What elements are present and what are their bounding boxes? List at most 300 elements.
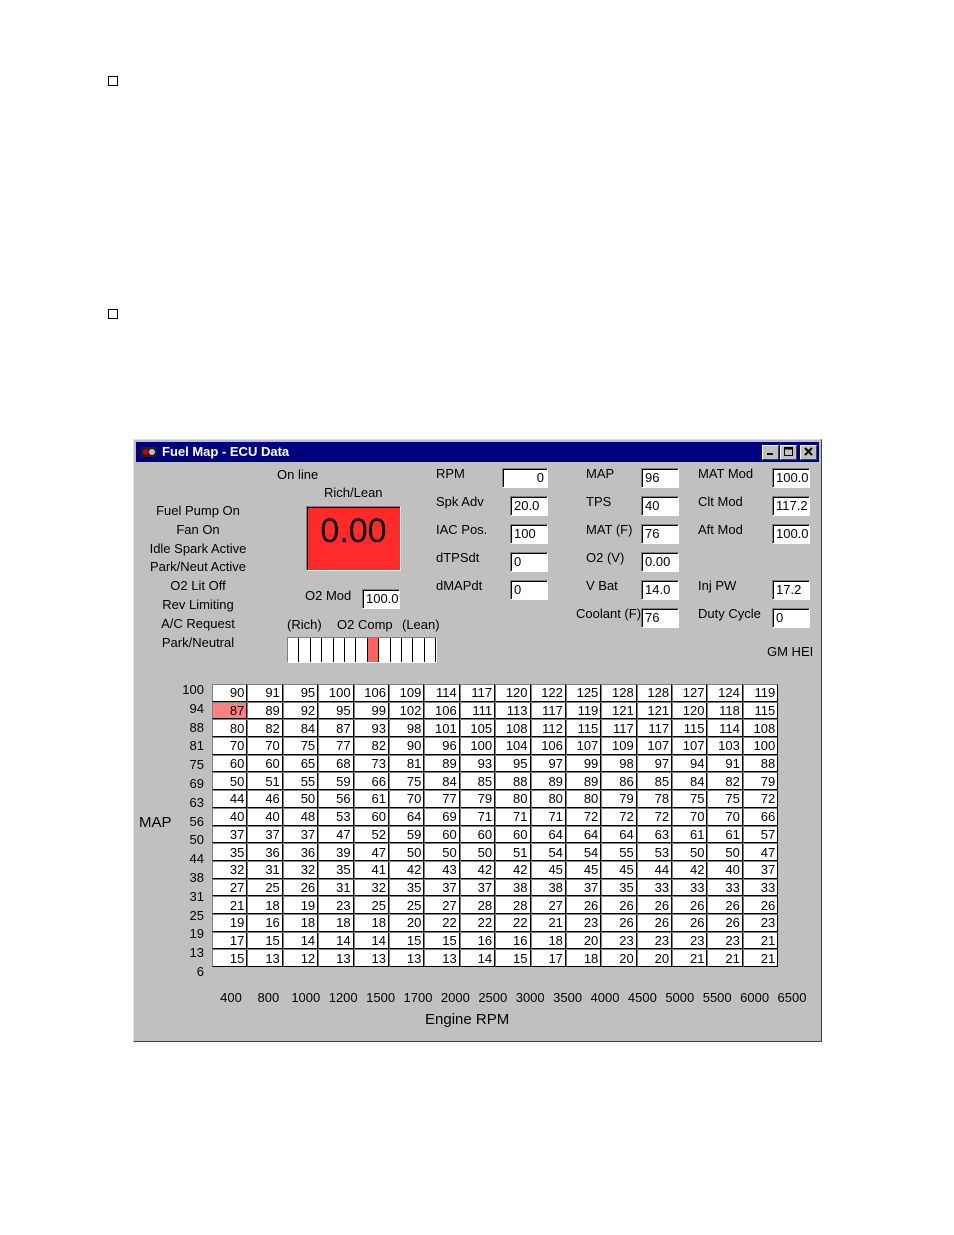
fuel-cell[interactable]: 36 <box>283 843 318 861</box>
fuel-cell[interactable]: 26 <box>637 914 672 932</box>
fuel-cell[interactable]: 13 <box>318 949 353 967</box>
fuel-cell[interactable]: 112 <box>531 719 566 737</box>
fuel-cell[interactable]: 16 <box>495 932 530 950</box>
readout-value-field[interactable]: 0 <box>510 552 548 572</box>
fuel-cell[interactable]: 42 <box>460 861 495 879</box>
rpm-column-label: 2500 <box>478 990 508 1005</box>
fuel-cell[interactable]: 18 <box>283 914 318 932</box>
o2-comp-segment <box>334 638 345 662</box>
fuel-cell[interactable]: 61 <box>672 826 707 844</box>
fuel-cell[interactable]: 32 <box>354 879 389 897</box>
fuel-cell[interactable]: 28 <box>495 896 530 914</box>
fuel-cell[interactable]: 117 <box>637 719 672 737</box>
close-button[interactable] <box>800 445 817 460</box>
fuel-cell[interactable]: 95 <box>495 755 530 773</box>
fuel-cell[interactable]: 50 <box>424 843 459 861</box>
fuel-cell[interactable]: 31 <box>247 861 282 879</box>
fuel-cell[interactable]: 65 <box>283 755 318 773</box>
readout-label: Spk Adv <box>436 494 484 509</box>
fuel-cell[interactable]: 23 <box>707 932 742 950</box>
fuel-cell[interactable]: 13 <box>424 949 459 967</box>
fuel-cell[interactable]: 53 <box>318 808 353 826</box>
readout-value-field[interactable]: 0 <box>772 608 810 628</box>
readout-value-field[interactable]: 40 <box>641 496 679 516</box>
fuel-cell[interactable]: 47 <box>354 843 389 861</box>
fuel-cell[interactable]: 37 <box>212 826 247 844</box>
readout-value-field[interactable]: 17.2 <box>772 580 810 600</box>
fuel-cell[interactable]: 16 <box>460 932 495 950</box>
fuel-cell[interactable]: 44 <box>637 861 672 879</box>
fuel-cell[interactable]: 117 <box>601 719 636 737</box>
fuel-cell[interactable]: 84 <box>424 772 459 790</box>
fuel-cell[interactable]: 119 <box>743 684 778 702</box>
fuel-cell[interactable]: 26 <box>672 896 707 914</box>
fuel-cell[interactable]: 96 <box>424 737 459 755</box>
fuel-cell[interactable]: 106 <box>354 684 389 702</box>
fuel-cell[interactable]: 35 <box>212 843 247 861</box>
fuel-cell[interactable]: 37 <box>566 879 601 897</box>
table-row <box>212 879 778 897</box>
o2-comp-lean-label: (Lean) <box>402 617 440 632</box>
fuel-cell[interactable]: 41 <box>354 861 389 879</box>
fuel-cell[interactable]: 121 <box>637 702 672 720</box>
fuel-cell[interactable]: 27 <box>531 896 566 914</box>
fuel-cell[interactable]: 26 <box>672 914 707 932</box>
fuel-cell[interactable]: 79 <box>743 772 778 790</box>
fuel-cell[interactable]: 121 <box>601 702 636 720</box>
fuel-cell[interactable]: 42 <box>495 861 530 879</box>
fuel-cell[interactable]: 90 <box>212 684 247 702</box>
fuel-map-table <box>212 684 778 967</box>
fuel-cell[interactable]: 75 <box>672 790 707 808</box>
fuel-cell[interactable]: 37 <box>460 879 495 897</box>
fuel-cell[interactable]: 52 <box>354 826 389 844</box>
fuel-cell[interactable]: 31 <box>318 879 353 897</box>
fuel-cell[interactable]: 14 <box>460 949 495 967</box>
fuel-cell[interactable]: 81 <box>389 755 424 773</box>
fuel-cell[interactable]: 14 <box>318 932 353 950</box>
fuel-cell[interactable]: 95 <box>318 702 353 720</box>
fuel-cell[interactable]: 53 <box>637 843 672 861</box>
fuel-cell[interactable]: 78 <box>637 790 672 808</box>
fuel-cell[interactable]: 70 <box>212 737 247 755</box>
fuel-cell[interactable]: 48 <box>283 808 318 826</box>
fuel-cell[interactable]: 63 <box>637 826 672 844</box>
fuel-cell[interactable]: 51 <box>495 843 530 861</box>
fuel-cell[interactable]: 54 <box>531 843 566 861</box>
fuel-cell[interactable]: 73 <box>354 755 389 773</box>
fuel-cell[interactable]: 21 <box>212 896 247 914</box>
fuel-cell[interactable]: 21 <box>707 949 742 967</box>
fuel-cell[interactable]: 64 <box>601 826 636 844</box>
fuel-cell[interactable]: 82 <box>707 772 742 790</box>
fuel-cell[interactable]: 14 <box>283 932 318 950</box>
fuel-cell[interactable]: 27 <box>212 879 247 897</box>
fuel-cell[interactable]: 50 <box>389 843 424 861</box>
fuel-cell[interactable]: 79 <box>460 790 495 808</box>
fuel-cell[interactable]: 128 <box>601 684 636 702</box>
fuel-cell[interactable]: 87 <box>318 719 353 737</box>
fuel-cell[interactable]: 100 <box>743 737 778 755</box>
status-indicator: O2 Lit Off <box>170 578 226 594</box>
readout-value-field[interactable]: 76 <box>641 608 679 628</box>
readout-value-field[interactable]: 100 <box>510 524 548 544</box>
fuel-cell[interactable]: 103 <box>707 737 742 755</box>
fuel-cell[interactable]: 45 <box>566 861 601 879</box>
fuel-cell[interactable]: 64 <box>389 808 424 826</box>
fuel-cell[interactable]: 35 <box>389 879 424 897</box>
fuel-cell[interactable]: 119 <box>566 702 601 720</box>
fuel-cell[interactable]: 60 <box>424 826 459 844</box>
fuel-cell[interactable]: 98 <box>389 719 424 737</box>
fuel-cell[interactable]: 70 <box>707 808 742 826</box>
fuel-cell[interactable]: 47 <box>318 826 353 844</box>
fuel-cell[interactable]: 54 <box>566 843 601 861</box>
fuel-cell[interactable]: 127 <box>672 684 707 702</box>
fuel-cell[interactable]: 120 <box>495 684 530 702</box>
fuel-cell[interactable]: 71 <box>460 808 495 826</box>
readout-value-field[interactable]: 100.0 <box>772 468 810 488</box>
fuel-cell[interactable]: 20 <box>637 949 672 967</box>
fuel-cell[interactable]: 42 <box>389 861 424 879</box>
fuel-cell[interactable]: 21 <box>672 949 707 967</box>
fuel-cell[interactable]: 68 <box>318 755 353 773</box>
fuel-cell[interactable]: 77 <box>318 737 353 755</box>
fuel-cell[interactable]: 55 <box>601 843 636 861</box>
fuel-cell[interactable]: 86 <box>601 772 636 790</box>
fuel-cell[interactable]: 89 <box>531 772 566 790</box>
fuel-cell[interactable]: 108 <box>495 719 530 737</box>
rpm-column-label: 1500 <box>366 990 396 1005</box>
afr-display: 0.00 <box>306 506 401 571</box>
fuel-cell[interactable]: 90 <box>389 737 424 755</box>
fuel-cell[interactable]: 20 <box>601 949 636 967</box>
fuel-cell[interactable]: 14 <box>354 932 389 950</box>
fuel-cell[interactable]: 32 <box>212 861 247 879</box>
minimize-button[interactable] <box>762 445 779 460</box>
fuel-cell[interactable]: 25 <box>389 896 424 914</box>
fuel-cell[interactable]: 128 <box>637 684 672 702</box>
fuel-cell[interactable]: 28 <box>460 896 495 914</box>
fuel-cell[interactable]: 60 <box>354 808 389 826</box>
fuel-cell[interactable]: 37 <box>283 826 318 844</box>
fuel-cell[interactable]: 97 <box>637 755 672 773</box>
readout-label: Clt Mod <box>698 494 743 509</box>
fuel-cell[interactable]: 71 <box>495 808 530 826</box>
fuel-cell[interactable]: 18 <box>318 914 353 932</box>
fuel-cell[interactable]: 88 <box>743 755 778 773</box>
fuel-cell[interactable]: 115 <box>672 719 707 737</box>
map-row-label: 13 <box>189 945 204 961</box>
fuel-cell[interactable]: 17 <box>212 932 247 950</box>
fuel-cell[interactable]: 115 <box>566 719 601 737</box>
fuel-cell[interactable]: 46 <box>247 790 282 808</box>
fuel-cell[interactable]: 85 <box>460 772 495 790</box>
fuel-cell[interactable]: 104 <box>495 737 530 755</box>
fuel-cell[interactable]: 115 <box>743 702 778 720</box>
fuel-cell[interactable]: 66 <box>354 772 389 790</box>
fuel-cell[interactable]: 89 <box>566 772 601 790</box>
fuel-cell[interactable]: 25 <box>247 879 282 897</box>
fuel-cell[interactable]: 47 <box>743 843 778 861</box>
fuel-cell[interactable]: 37 <box>424 879 459 897</box>
fuel-cell[interactable]: 124 <box>707 684 742 702</box>
fuel-cell[interactable]: 50 <box>707 843 742 861</box>
readout-value-field[interactable]: 0.00 <box>641 552 679 572</box>
fuel-cell[interactable]: 75 <box>707 790 742 808</box>
fuel-cell[interactable]: 70 <box>247 737 282 755</box>
fuel-cell[interactable]: 23 <box>601 932 636 950</box>
fuel-cell[interactable]: 72 <box>637 808 672 826</box>
fuel-cell[interactable]: 100 <box>460 737 495 755</box>
fuel-cell[interactable]: 107 <box>672 737 707 755</box>
fuel-cell[interactable]: 109 <box>601 737 636 755</box>
fuel-cell[interactable]: 93 <box>354 719 389 737</box>
fuel-cell[interactable]: 50 <box>283 790 318 808</box>
fuel-cell[interactable]: 35 <box>318 861 353 879</box>
fuel-cell[interactable]: 19 <box>212 914 247 932</box>
fuel-cell[interactable]: 23 <box>672 932 707 950</box>
fuel-cell[interactable]: 18 <box>247 896 282 914</box>
fuel-cell[interactable]: 22 <box>495 914 530 932</box>
fuel-cell[interactable]: 33 <box>672 879 707 897</box>
table-row <box>212 808 778 826</box>
table-row <box>212 932 778 950</box>
fuel-cell[interactable]: 22 <box>460 914 495 932</box>
fuel-cell[interactable]: 97 <box>531 755 566 773</box>
fuel-cell[interactable]: 95 <box>283 684 318 702</box>
fuel-cell[interactable]: 93 <box>460 755 495 773</box>
fuel-cell[interactable]: 42 <box>672 861 707 879</box>
fuel-cell[interactable]: 15 <box>389 932 424 950</box>
readout-value-field[interactable]: 117.2 <box>772 496 810 516</box>
fuel-cell[interactable]: 26 <box>707 914 742 932</box>
fuel-cell[interactable]: 99 <box>566 755 601 773</box>
fuel-cell[interactable]: 88 <box>495 772 530 790</box>
fuel-cell[interactable]: 72 <box>601 808 636 826</box>
fuel-cell[interactable]: 35 <box>601 879 636 897</box>
fuel-cell[interactable]: 84 <box>672 772 707 790</box>
fuel-cell[interactable]: 33 <box>707 879 742 897</box>
fuel-cell[interactable]: 20 <box>566 932 601 950</box>
fuel-cell[interactable]: 61 <box>354 790 389 808</box>
fuel-cell[interactable]: 99 <box>354 702 389 720</box>
fuel-cell[interactable]: 60 <box>460 826 495 844</box>
fuel-cell[interactable]: 84 <box>283 719 318 737</box>
fuel-cell[interactable]: 26 <box>601 914 636 932</box>
fuel-cell[interactable]: 26 <box>566 896 601 914</box>
fuel-cell[interactable]: 50 <box>460 843 495 861</box>
fuel-cell[interactable]: 23 <box>318 896 353 914</box>
readout-value-field[interactable]: 20.0 <box>510 496 548 516</box>
fuel-cell[interactable]: 40 <box>247 808 282 826</box>
fuel-cell[interactable]: 45 <box>601 861 636 879</box>
readout-label: Inj PW <box>698 578 737 593</box>
fuel-cell[interactable]: 82 <box>247 719 282 737</box>
map-row-label: 56 <box>189 813 204 829</box>
fuel-cell[interactable]: 105 <box>460 719 495 737</box>
fuel-cell[interactable]: 13 <box>354 949 389 967</box>
fuel-cell[interactable]: 102 <box>389 702 424 720</box>
fuel-cell[interactable]: 118 <box>707 702 742 720</box>
fuel-cell[interactable]: 66 <box>743 808 778 826</box>
table-row <box>212 843 778 861</box>
fuel-cell[interactable]: 101 <box>424 719 459 737</box>
fuel-cell[interactable]: 21 <box>743 932 778 950</box>
fuel-cell[interactable]: 27 <box>424 896 459 914</box>
readout-value-field[interactable]: 100.0 <box>772 524 810 544</box>
fuel-cell[interactable]: 85 <box>637 772 672 790</box>
fuel-cell[interactable]: 17 <box>531 949 566 967</box>
fuel-cell[interactable]: 15 <box>424 932 459 950</box>
fuel-cell[interactable]: 70 <box>389 790 424 808</box>
fuel-cell[interactable]: 50 <box>672 843 707 861</box>
o2-mod-label: O2 Mod <box>305 588 352 603</box>
readout-value-field[interactable]: 0 <box>502 468 548 488</box>
fuel-cell[interactable]: 107 <box>637 737 672 755</box>
fuel-cell[interactable]: 89 <box>247 702 282 720</box>
fuel-cell[interactable]: 125 <box>566 684 601 702</box>
fuel-cell[interactable]: 26 <box>637 896 672 914</box>
fuel-cell[interactable]: 98 <box>601 755 636 773</box>
fuel-cell[interactable]: 55 <box>283 772 318 790</box>
fuel-cell[interactable]: 21 <box>531 914 566 932</box>
fuel-cell[interactable]: 22 <box>424 914 459 932</box>
fuel-cell[interactable]: 60 <box>247 755 282 773</box>
fuel-cell[interactable]: 13 <box>247 949 282 967</box>
fuel-cell[interactable]: 23 <box>743 914 778 932</box>
readout-value-field[interactable]: 76 <box>641 524 679 544</box>
fuel-cell[interactable]: 15 <box>212 949 247 967</box>
fuel-cell[interactable]: 15 <box>495 949 530 967</box>
fuel-cell[interactable]: 43 <box>424 861 459 879</box>
fuel-cell[interactable]: 106 <box>531 737 566 755</box>
fuel-cell[interactable]: 61 <box>707 826 742 844</box>
fuel-cell[interactable]: 44 <box>212 790 247 808</box>
fuel-cell[interactable]: 80 <box>212 719 247 737</box>
fuel-cell[interactable]: 92 <box>283 702 318 720</box>
fuel-cell[interactable]: 87 <box>212 702 247 720</box>
maximize-button[interactable] <box>780 445 797 460</box>
fuel-cell[interactable]: 70 <box>672 808 707 826</box>
fuel-cell[interactable]: 20 <box>389 914 424 932</box>
fuel-cell[interactable]: 120 <box>672 702 707 720</box>
fuel-cell[interactable]: 69 <box>424 808 459 826</box>
fuel-cell[interactable]: 25 <box>354 896 389 914</box>
fuel-cell[interactable]: 107 <box>566 737 601 755</box>
readout-value-field[interactable]: 96 <box>641 468 679 488</box>
map-row-label: 94 <box>189 700 204 716</box>
fuel-cell[interactable]: 82 <box>354 737 389 755</box>
title-bar[interactable] <box>136 442 819 462</box>
fuel-cell[interactable]: 18 <box>531 932 566 950</box>
fuel-cell[interactable]: 91 <box>247 684 282 702</box>
fuel-cell[interactable]: 39 <box>318 843 353 861</box>
fuel-cell[interactable]: 111 <box>460 702 495 720</box>
fuel-cell[interactable]: 79 <box>601 790 636 808</box>
fuel-cell[interactable]: 64 <box>531 826 566 844</box>
fuel-cell[interactable]: 12 <box>283 949 318 967</box>
fuel-cell[interactable]: 117 <box>460 684 495 702</box>
fuel-cell[interactable]: 50 <box>212 772 247 790</box>
fuel-cell[interactable]: 33 <box>637 879 672 897</box>
fuel-cell[interactable]: 19 <box>283 896 318 914</box>
fuel-cell[interactable]: 26 <box>707 896 742 914</box>
fuel-cell[interactable]: 38 <box>531 879 566 897</box>
fuel-cell[interactable]: 72 <box>743 790 778 808</box>
fuel-cell[interactable]: 26 <box>283 879 318 897</box>
fuel-cell[interactable]: 77 <box>424 790 459 808</box>
fuel-cell[interactable]: 113 <box>495 702 530 720</box>
fuel-cell[interactable]: 80 <box>531 790 566 808</box>
fuel-cell[interactable]: 100 <box>318 684 353 702</box>
fuel-cell[interactable]: 106 <box>424 702 459 720</box>
fuel-cell[interactable]: 117 <box>531 702 566 720</box>
rpm-column-label: 3000 <box>515 990 545 1005</box>
fuel-cell[interactable]: 59 <box>318 772 353 790</box>
fuel-cell[interactable]: 23 <box>566 914 601 932</box>
fuel-cell[interactable]: 40 <box>212 808 247 826</box>
o2-comp-segment <box>402 638 413 662</box>
fuel-cell[interactable]: 60 <box>495 826 530 844</box>
fuel-cell[interactable]: 114 <box>707 719 742 737</box>
fuel-cell[interactable]: 40 <box>707 861 742 879</box>
fuel-cell[interactable]: 18 <box>566 949 601 967</box>
fuel-cell[interactable]: 33 <box>743 879 778 897</box>
fuel-cell[interactable]: 45 <box>531 861 566 879</box>
readout-value-field[interactable]: 14.0 <box>641 580 679 600</box>
table-row <box>212 790 778 808</box>
fuel-cell[interactable]: 23 <box>637 932 672 950</box>
fuel-cell[interactable]: 37 <box>247 826 282 844</box>
fuel-cell[interactable]: 64 <box>566 826 601 844</box>
o2-comp-segment <box>368 638 379 662</box>
fuel-cell[interactable]: 80 <box>566 790 601 808</box>
fuel-cell[interactable]: 109 <box>389 684 424 702</box>
fuel-cell[interactable]: 59 <box>389 826 424 844</box>
readout-value-field[interactable]: 0 <box>510 580 548 600</box>
fuel-cell[interactable]: 36 <box>247 843 282 861</box>
o2-mod-field[interactable]: 100.0 <box>362 589 400 609</box>
fuel-cell[interactable]: 71 <box>531 808 566 826</box>
fuel-cell[interactable]: 89 <box>424 755 459 773</box>
fuel-cell[interactable]: 108 <box>743 719 778 737</box>
fuel-cell[interactable]: 26 <box>743 896 778 914</box>
fuel-cell[interactable]: 26 <box>601 896 636 914</box>
fuel-cell[interactable]: 80 <box>495 790 530 808</box>
fuel-cell[interactable]: 75 <box>283 737 318 755</box>
fuel-cell[interactable]: 75 <box>389 772 424 790</box>
fuel-cell[interactable]: 32 <box>283 861 318 879</box>
fuel-cell[interactable]: 51 <box>247 772 282 790</box>
fuel-cell[interactable]: 94 <box>672 755 707 773</box>
fuel-cell[interactable]: 37 <box>743 861 778 879</box>
fuel-cell[interactable]: 15 <box>247 932 282 950</box>
fuel-cell[interactable]: 122 <box>531 684 566 702</box>
readout-label: dTPSdt <box>436 550 480 565</box>
fuel-cell[interactable]: 18 <box>354 914 389 932</box>
fuel-cell[interactable]: 72 <box>566 808 601 826</box>
fuel-cell[interactable]: 38 <box>495 879 530 897</box>
fuel-cell[interactable]: 57 <box>743 826 778 844</box>
fuel-cell[interactable]: 114 <box>424 684 459 702</box>
fuel-cell[interactable]: 13 <box>389 949 424 967</box>
fuel-cell[interactable]: 56 <box>318 790 353 808</box>
fuel-cell[interactable]: 91 <box>707 755 742 773</box>
fuel-cell[interactable]: 60 <box>212 755 247 773</box>
fuel-cell[interactable]: 16 <box>247 914 282 932</box>
fuel-cell[interactable]: 21 <box>743 949 778 967</box>
